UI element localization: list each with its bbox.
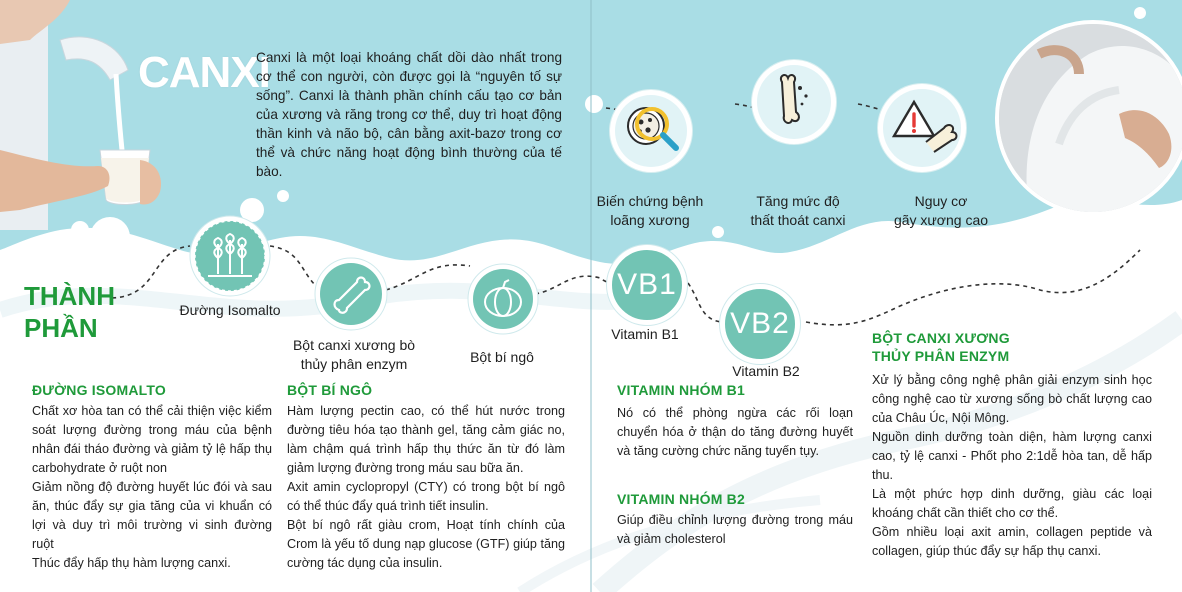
wheat-icon (188, 214, 272, 298)
ingredient-bone-calcium (313, 256, 389, 332)
intro-paragraph: Canxi là một loại khoáng chất dồi dào nhất trong cơ thể con người, còn được gọi là “nguyên tố sự sống”. Canxi là thành phần chính cấu tạo cơ bản của xương và răng trong cơ thể, duy trì hoạt động thần kinh và não bộ, cân bằng axit-bazơ trong cơ thể và chức năng hoạt động bình thường của tế bào. (256, 50, 562, 179)
ingredient-label-pumpkin: Bột bí ngô (470, 349, 534, 365)
section-title: BỘT CANXI XƯƠNG THỦY PHÂN ENZYM (872, 330, 1010, 364)
ingredients-heading: THÀNH PHẦN (24, 281, 115, 343)
page-title: CANXI (138, 48, 270, 97)
stat-label-bone-loss: Tăng mức độ thất thoát canxi (750, 193, 846, 228)
stat-osteoporosis (610, 90, 692, 172)
person-back-pain-icon (999, 24, 1182, 212)
milk-glass-icon (0, 0, 170, 230)
milk-pouring-illustration (0, 0, 170, 230)
stat-label-fracture: Nguy cơ gãy xương cao (893, 193, 989, 228)
ingredient-label-bone-calcium: Bột canxi xương bò thủy phân enzym (292, 337, 416, 372)
osteoporosis-magnifier-icon (610, 90, 692, 172)
stat-bone-loss (752, 60, 836, 144)
bone-loss-icon (752, 60, 836, 144)
section-isomalto (32, 382, 272, 573)
section-title: ĐƯỜNG ISOMALTO (32, 382, 166, 398)
vitamin-b1-badge: VB1 (607, 245, 687, 325)
section-vitamin-b1 (617, 382, 853, 461)
section-body: Nó có thể phòng ngừa các rối loạn chuyển hóa ở thận do tăng đường huyết và tăng cường chức năng tuyến tụy. (617, 406, 853, 458)
section-title: BỘT BÍ NGÔ (287, 382, 373, 398)
ingredient-isomalto (188, 214, 272, 298)
section-body: Hàm lượng pectin cao, có thể hút nước trong đường tiêu hóa tạo thành gel, tăng cảm giác no, làm chậm quá trình hấp thụ thức ăn từ đó làm giảm lượng đường trong máu sau bữa ăn. Axit amin cyclopropyl (CTY) có trong bột bí ngô có thể thúc đẩy quá trình tiết insulin. Bột bí ngô rất giàu crom, Hoạt tính chính của Crom là yếu tố dung nạp glucose (GTF) giúp tăng cường tác dụng của insulin. (287, 404, 565, 570)
section-vitamin-b2 (617, 491, 853, 549)
ingredient-label-vitamin-b2: Vitamin B2 (732, 363, 800, 379)
vitamin-b2-badge: VB2 (720, 284, 800, 364)
ingredient-pumpkin (466, 262, 540, 336)
stat-fracture (878, 84, 966, 172)
section-body: Chất xơ hòa tan có thể cải thiện việc kiểm soát lượng đường trong máu của bệnh nhân đái tháo đường và giảm tỷ lệ hấp thụ carbohydrate ở ruột non Giảm nồng độ đường huyết lúc đói và sau ăn, thúc đẩy sự gia tăng của vi khuẩn có lợi và duy trì môi trường vi sinh đường ruột Thúc đẩy hấp thụ hàm lượng canxi. (32, 404, 272, 570)
section-bone-calcium (872, 329, 1152, 561)
pumpkin-icon (466, 262, 540, 336)
back-pain-photo (995, 20, 1182, 216)
section-title: VITAMIN NHÓM B1 (617, 382, 745, 398)
section-body: Giúp điều chỉnh lượng đường trong máu và giảm cholesterol (617, 513, 853, 546)
bone-icon (313, 256, 389, 332)
section-body: Xử lý bằng công nghệ phân giải enzym sinh học công nghệ cao từ xương sống bò chất lượng cao của Châu Úc, Nội Mông. Nguồn dinh dưỡng toàn diện, hàm lượng canxi cao, tỷ lệ canxi - Phốt pho 2:1dễ hòa tan, dễ hấp thu. Là một phức hợp dinh dưỡng, giàu các loại khoáng chất cần thiết cho cơ thể. Gồm nhiều loại axit amin, collagen peptide và collagen, giúp thúc đẩy sự hấp thụ canxi. (872, 373, 1152, 558)
warning-broken-bone-icon (878, 84, 966, 172)
stat-label-osteoporosis: Biến chứng bệnh loãng xương (596, 193, 704, 228)
ingredient-label-vitamin-b1: Vitamin B1 (611, 326, 679, 342)
ingredient-label-isomalto: Đường Isomalto (179, 302, 281, 318)
section-title: VITAMIN NHÓM B2 (617, 491, 745, 507)
section-pumpkin (287, 382, 565, 573)
